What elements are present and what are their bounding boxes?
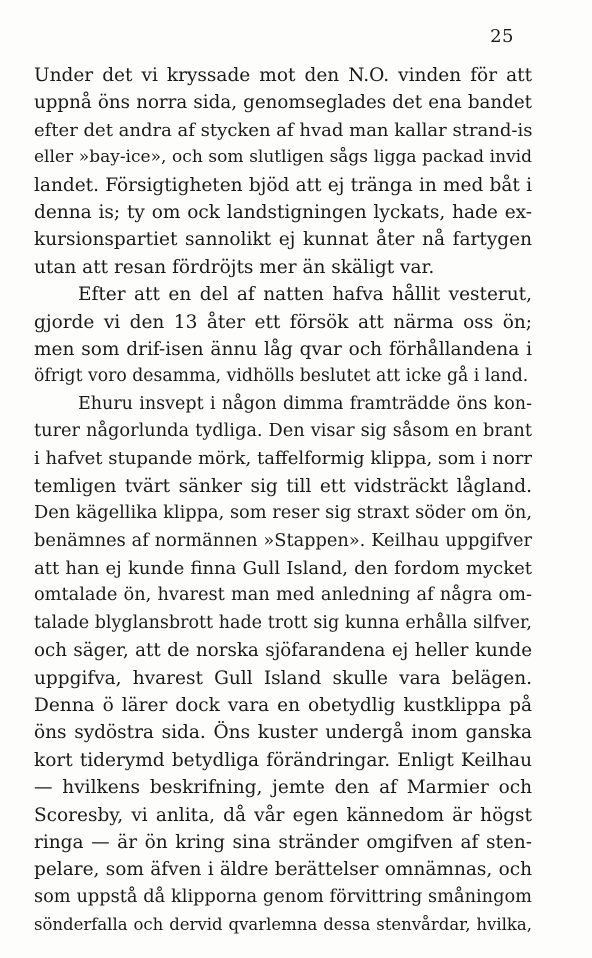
- text-line: denna is; ty om ock landstigningen lyckats, hade ex-: [34, 201, 532, 223]
- text-line: öns sydöstra sida. Öns kuster undergå inom ganska: [34, 722, 532, 744]
- text-line: utan att resan fördröjts mer än skäligt var.: [34, 256, 435, 278]
- text-line: öfrigt voro desamma, vidhölls beslutet att icke gå i land.: [34, 366, 529, 387]
- text-line: gjorde vi den 13 åter ett försök att närma oss ön;: [34, 311, 532, 333]
- text-line: turer någorlunda tydliga. Den visar sig såsom en brant: [34, 421, 532, 442]
- text-line: men som drif-isen ännu låg qvar och förhållandena i: [34, 338, 532, 360]
- text-line: efter det andra af stycken af hvad man kallar strand-is: [34, 119, 532, 141]
- text-line: i hafvet stupande mörk, taffelformig klippa, som i norr: [34, 448, 532, 470]
- text-line: Scoresby, vi anlita, då vår egen kännedom är högst: [34, 804, 532, 826]
- text-line: Under det vi kryssade mot den N.O. vinden för att: [34, 65, 532, 86]
- text-line: ringa — är ön kring sina stränder omgifven af sten-: [34, 831, 532, 853]
- text-line: uppgifva, hvarest Gull Island skulle vara belägen.: [34, 667, 532, 689]
- text-line: kort tiderymd betydliga förändringar. Enligt Keilhau: [34, 749, 532, 771]
- text-line: Den kägellika klippa, som reser sig straxt söder om ön,: [34, 503, 532, 524]
- text-line: — hvilkens beskrifning, jemte den af Marmier och: [34, 777, 532, 799]
- text-line: benämnes af normännen »Stappen». Keilhau uppgifver: [34, 530, 532, 551]
- text-line: pelare, som äfven i äldre berättelser omnämnas, och: [34, 859, 532, 881]
- text-line: omtalade ön, hvarest man med anledning af några om-: [34, 585, 532, 606]
- text-line: som uppstå då klipporna genom förvittring småningom: [34, 886, 532, 907]
- text-line: och säger, att de norska sjöfarandena ej heller kunde: [34, 640, 532, 662]
- text-line: eller »bay-ice», och som slutligen sågs ligga packad invid: [34, 147, 532, 168]
- text-line: temligen tvärt sänker sig till ett vidsträckt lågland.: [34, 475, 532, 497]
- body-text: [34, 62, 532, 939]
- text-line: Efter att en del af natten hafva hållit vesterut,: [78, 284, 532, 306]
- text-line: Denna ö lärer dock vara en obetydlig kustklippa på: [34, 694, 532, 716]
- text-line: landet. Försigtigheten bjöd att ej tränga in med båt i: [34, 174, 532, 196]
- text-line: uppnå öns norra sida, genomseglades det ena bandet: [34, 92, 532, 114]
- text-line: att han ej kunde finna Gull Island, den fordom mycket: [34, 558, 532, 580]
- text-line: Ehuru insvept i någon dimma framträdde öns kon-: [78, 393, 532, 414]
- text-line: talade blyglansbrott hade trott sig kunna erhålla silfver,: [34, 612, 532, 633]
- text-line: kursionspartiet sannolikt ej kunnat åter nå fartygen: [34, 229, 532, 251]
- text-line: sönderfalla och dervid qvarlemna dessa stenvårdar, hvilka,: [34, 915, 532, 935]
- page-number: 25: [490, 26, 514, 47]
